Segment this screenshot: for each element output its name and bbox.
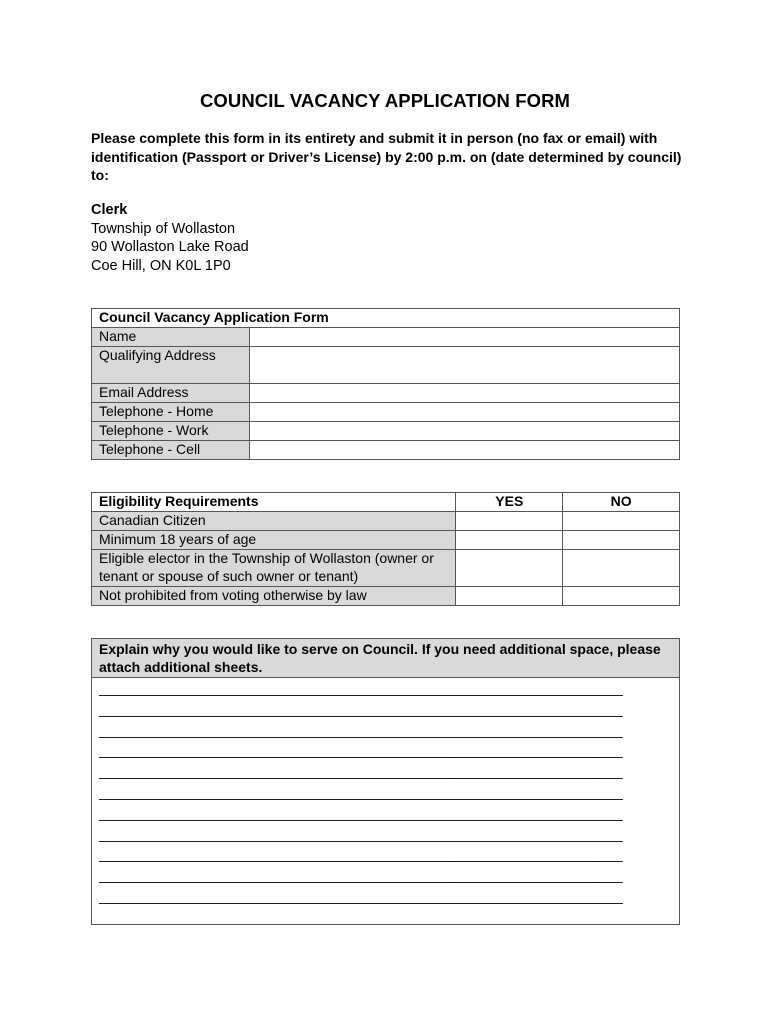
recipient-city: Coe Hill, ON K0L 1P0 <box>91 257 231 274</box>
table-row <box>92 512 680 531</box>
answer-line[interactable]: _____________________________________________________________________ <box>99 825 623 842</box>
recipient-organization: Township of Wollaston <box>91 220 236 237</box>
table-row <box>92 531 680 550</box>
table-row <box>92 550 680 587</box>
no-checkbox-cell[interactable] <box>563 550 680 587</box>
contact-table-heading: Council Vacancy Application Form <box>92 309 680 328</box>
field-label-qualifying-address: Qualifying Address <box>92 347 250 384</box>
field-label-telephone-home: Telephone - Home <box>92 403 250 422</box>
answer-line[interactable]: _____________________________________________________________________ <box>99 887 623 904</box>
requirement-label: Eligible elector in the Township of Wollaston (owner or tenant or spouse of such owner or tenant) <box>92 550 456 587</box>
table-row <box>92 384 680 403</box>
recipient-street: 90 Wollaston Lake Road <box>91 239 249 255</box>
explanation-answer-area[interactable] <box>92 678 679 907</box>
field-label-name: Name <box>92 328 250 347</box>
eligibility-header-row <box>92 493 680 512</box>
yes-checkbox-cell[interactable] <box>456 531 563 550</box>
requirement-label: Not prohibited from voting otherwise by law <box>92 587 456 606</box>
requirement-label: Canadian Citizen <box>92 512 456 531</box>
explanation-heading: Explain why you would like to serve on Council. If you need additional space, please attach additional sheets. <box>92 639 679 678</box>
answer-line[interactable]: _____________________________________________________________________ <box>99 804 623 821</box>
field-label-email: Email Address <box>92 384 250 403</box>
telephone-cell-field[interactable] <box>250 441 680 460</box>
yes-checkbox-cell[interactable] <box>456 550 563 587</box>
qualifying-address-field[interactable] <box>250 347 680 384</box>
recipient-address <box>91 201 491 275</box>
table-row <box>92 422 680 441</box>
yes-checkbox-cell[interactable] <box>456 587 563 606</box>
answer-line[interactable]: _____________________________________________________________________ <box>99 783 623 800</box>
no-checkbox-cell[interactable] <box>563 587 680 606</box>
table-row <box>92 347 680 384</box>
table-row <box>92 441 680 460</box>
explanation-box <box>91 638 680 925</box>
page-title: COUNCIL VACANCY APPLICATION FORM <box>199 90 571 111</box>
instructions-text: Please complete this form in its entirety and submit it in person (no fax or email) with identification (Passport or Driver’s License) by 2:00 p.m. on (date determined by council) to: <box>91 130 682 183</box>
table-row <box>92 403 680 422</box>
telephone-work-field[interactable] <box>250 422 680 441</box>
table-row <box>92 328 680 347</box>
telephone-home-field[interactable] <box>250 403 680 422</box>
contact-info-table <box>91 308 680 460</box>
answer-line[interactable]: _____________________________________________________________________ <box>99 867 623 884</box>
contact-table-header-row <box>92 309 680 328</box>
answer-line[interactable]: _____________________________________________________________________ <box>99 763 623 780</box>
eligibility-table <box>91 492 680 606</box>
no-column-header: NO <box>563 493 680 512</box>
answer-line[interactable]: _____________________________________________________________________ <box>99 700 623 717</box>
answer-line[interactable]: _____________________________________________________________________ <box>99 846 623 863</box>
field-label-telephone-cell: Telephone - Cell <box>92 441 250 460</box>
answer-line[interactable]: _____________________________________________________________________ <box>99 680 623 696</box>
answer-line[interactable]: _____________________________________________________________________ <box>99 742 623 759</box>
name-field[interactable] <box>250 328 680 347</box>
yes-column-header: YES <box>456 493 563 512</box>
requirement-label: Minimum 18 years of age <box>92 531 456 550</box>
no-checkbox-cell[interactable] <box>563 512 680 531</box>
recipient-name: Clerk <box>91 202 128 218</box>
answer-line[interactable]: _____________________________________________________________________ <box>99 721 623 738</box>
email-field[interactable] <box>250 384 680 403</box>
eligibility-heading: Eligibility Requirements <box>92 493 456 512</box>
field-label-telephone-work: Telephone - Work <box>92 422 250 441</box>
table-row <box>92 587 680 606</box>
yes-checkbox-cell[interactable] <box>456 512 563 531</box>
no-checkbox-cell[interactable] <box>563 531 680 550</box>
